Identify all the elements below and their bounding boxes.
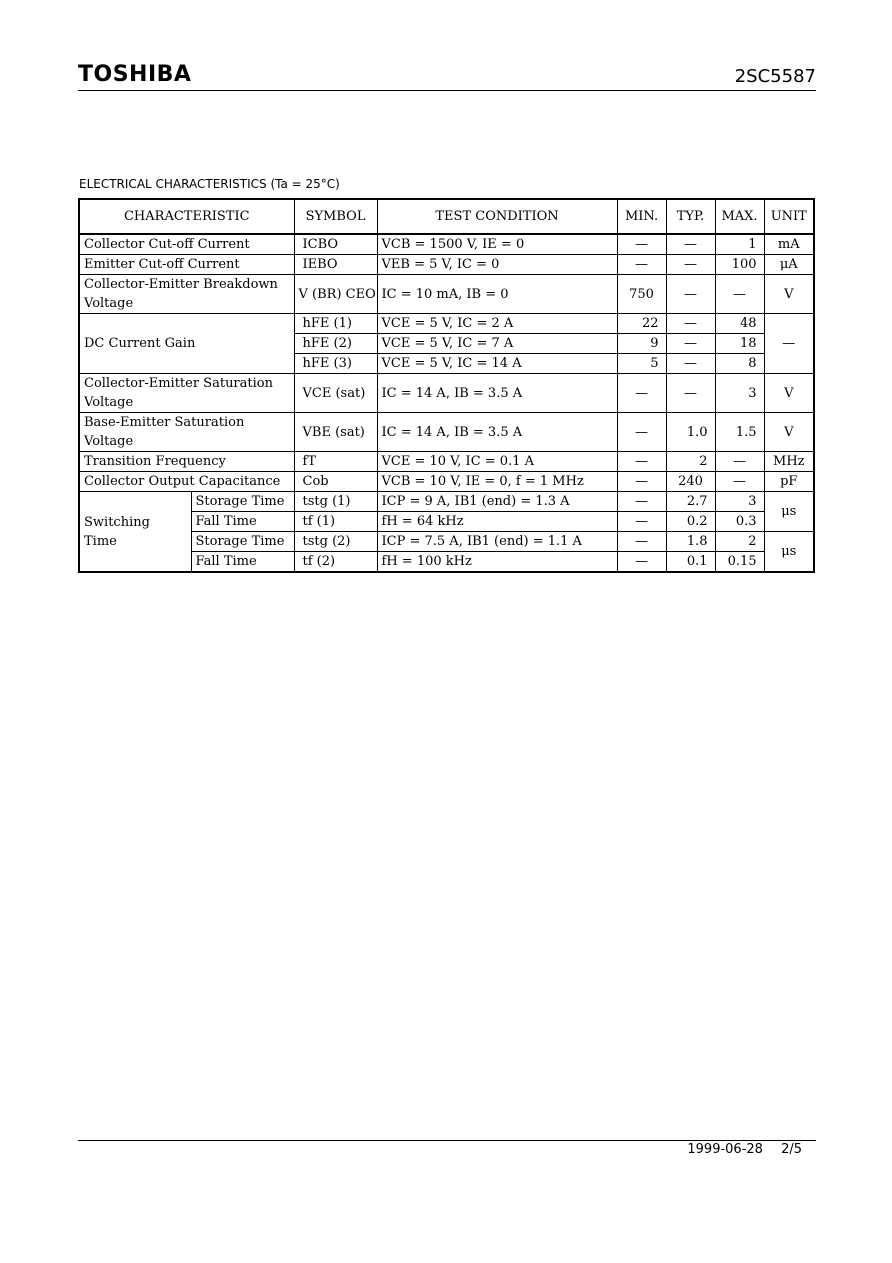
- col-header-min: MIN.: [617, 199, 666, 234]
- footer-page-number: 2/5: [781, 1142, 802, 1157]
- max-cell: 48: [715, 314, 764, 334]
- symbol-cell: ICBO: [294, 234, 377, 255]
- condition-cell: fH = 64 kHz: [377, 512, 617, 532]
- characteristic-cell: Emitter Cut-off Current: [79, 255, 294, 275]
- unit-cell: V: [764, 275, 814, 314]
- min-cell: —: [617, 552, 666, 573]
- unit-cell: mA: [764, 234, 814, 255]
- characteristic-cell: DC Current Gain: [79, 314, 294, 374]
- col-header-max: MAX.: [715, 199, 764, 234]
- brand-logo: TOSHIBA: [78, 62, 192, 87]
- typ-cell: 0.2: [666, 512, 715, 532]
- min-cell: 5: [617, 354, 666, 374]
- unit-cell: μs: [764, 492, 814, 532]
- max-cell: 0.15: [715, 552, 764, 573]
- col-header-typ: TYP.: [666, 199, 715, 234]
- typ-cell: 0.1: [666, 552, 715, 573]
- table-row: [79, 413, 814, 452]
- typ-cell: 1.0: [666, 413, 715, 452]
- condition-cell: VCE = 5 V, IC = 2 A: [377, 314, 617, 334]
- min-cell: —: [617, 532, 666, 552]
- symbol-cell: tf (2): [294, 552, 377, 573]
- col-header-test-condition: TEST CONDITION: [377, 199, 617, 234]
- col-header-unit: UNIT: [764, 199, 814, 234]
- symbol-cell: tstg (2): [294, 532, 377, 552]
- min-cell: 9: [617, 334, 666, 354]
- condition-cell: IC = 10 mA, IB = 0: [377, 275, 617, 314]
- max-cell: —: [715, 275, 764, 314]
- min-cell: 22: [617, 314, 666, 334]
- max-cell: 2: [715, 532, 764, 552]
- footer-date: 1999-06-28: [687, 1142, 763, 1157]
- typ-cell: —: [666, 354, 715, 374]
- unit-cell: V: [764, 413, 814, 452]
- min-cell: —: [617, 374, 666, 413]
- min-cell: —: [617, 512, 666, 532]
- condition-cell: VCB = 10 V, IE = 0, f = 1 MHz: [377, 472, 617, 492]
- characteristic-cell: Transition Frequency: [79, 452, 294, 472]
- condition-cell: VCE = 10 V, IC = 0.1 A: [377, 452, 617, 472]
- typ-cell: —: [666, 275, 715, 314]
- condition-cell: ICP = 9 A, IB1 (end) = 1.3 A: [377, 492, 617, 512]
- min-cell: —: [617, 255, 666, 275]
- footer: [673, 1142, 802, 1157]
- switching-group-label: Switching Time: [79, 492, 191, 573]
- characteristic-cell: Collector Output Capacitance: [79, 472, 294, 492]
- table-row: [79, 314, 814, 334]
- characteristic-cell: Collector-Emitter Saturation Voltage: [79, 374, 294, 413]
- symbol-cell: VCE (sat): [294, 374, 377, 413]
- unit-cell: μA: [764, 255, 814, 275]
- typ-cell: —: [666, 334, 715, 354]
- max-cell: 0.3: [715, 512, 764, 532]
- table-row: [79, 255, 814, 275]
- col-header-characteristic: CHARACTERISTIC: [79, 199, 294, 234]
- typ-cell: —: [666, 314, 715, 334]
- symbol-cell: hFE (1): [294, 314, 377, 334]
- max-cell: 100: [715, 255, 764, 275]
- typ-cell: —: [666, 234, 715, 255]
- max-cell: 3: [715, 492, 764, 512]
- unit-cell: μs: [764, 532, 814, 573]
- section-title: ELECTRICAL CHARACTERISTICS (Ta = 25°C): [79, 177, 340, 191]
- characteristic-cell: Base-Emitter Saturation Voltage: [79, 413, 294, 452]
- symbol-cell: hFE (2): [294, 334, 377, 354]
- unit-cell: pF: [764, 472, 814, 492]
- max-cell: 18: [715, 334, 764, 354]
- symbol-cell: IEBO: [294, 255, 377, 275]
- max-cell: —: [715, 452, 764, 472]
- col-header-symbol: SYMBOL: [294, 199, 377, 234]
- unit-cell: V: [764, 374, 814, 413]
- table-row: [79, 452, 814, 472]
- header-rule: [78, 90, 816, 91]
- table-row: [79, 492, 814, 512]
- electrical-characteristics-table: [78, 198, 815, 573]
- min-cell: 750: [617, 275, 666, 314]
- max-cell: 3: [715, 374, 764, 413]
- table-row: [79, 374, 814, 413]
- typ-cell: —: [666, 374, 715, 413]
- symbol-cell: VBE (sat): [294, 413, 377, 452]
- unit-cell: —: [764, 314, 814, 374]
- symbol-cell: tstg (1): [294, 492, 377, 512]
- condition-cell: IC = 14 A, IB = 3.5 A: [377, 413, 617, 452]
- switching-sub-label: Storage Time: [191, 532, 294, 552]
- max-cell: 1: [715, 234, 764, 255]
- symbol-cell: tf (1): [294, 512, 377, 532]
- condition-cell: fH = 100 kHz: [377, 552, 617, 573]
- characteristic-cell: Collector-Emitter Breakdown Voltage: [79, 275, 294, 314]
- typ-cell: —: [666, 255, 715, 275]
- min-cell: —: [617, 413, 666, 452]
- max-cell: —: [715, 472, 764, 492]
- unit-cell: MHz: [764, 452, 814, 472]
- footer-rule: [78, 1140, 816, 1141]
- typ-cell: 2: [666, 452, 715, 472]
- condition-cell: VCE = 5 V, IC = 7 A: [377, 334, 617, 354]
- table-row: [79, 275, 814, 314]
- symbol-cell: hFE (3): [294, 354, 377, 374]
- max-cell: 8: [715, 354, 764, 374]
- condition-cell: VCE = 5 V, IC = 14 A: [377, 354, 617, 374]
- max-cell: 1.5: [715, 413, 764, 452]
- min-cell: —: [617, 472, 666, 492]
- characteristic-cell: Collector Cut-off Current: [79, 234, 294, 255]
- typ-cell: 240: [666, 472, 715, 492]
- table-header-row: [79, 199, 814, 234]
- switching-sub-label: Fall Time: [191, 512, 294, 532]
- part-number: 2SC5587: [734, 66, 816, 87]
- table-row: [79, 472, 814, 492]
- typ-cell: 2.7: [666, 492, 715, 512]
- condition-cell: ICP = 7.5 A, IB1 (end) = 1.1 A: [377, 532, 617, 552]
- switching-sub-label: Fall Time: [191, 552, 294, 573]
- switching-sub-label: Storage Time: [191, 492, 294, 512]
- min-cell: —: [617, 452, 666, 472]
- typ-cell: 1.8: [666, 532, 715, 552]
- min-cell: —: [617, 234, 666, 255]
- symbol-cell: V (BR) CEO: [294, 275, 377, 314]
- symbol-cell: Cob: [294, 472, 377, 492]
- symbol-cell: fT: [294, 452, 377, 472]
- min-cell: —: [617, 492, 666, 512]
- condition-cell: VEB = 5 V, IC = 0: [377, 255, 617, 275]
- condition-cell: IC = 14 A, IB = 3.5 A: [377, 374, 617, 413]
- table-row: [79, 234, 814, 255]
- condition-cell: VCB = 1500 V, IE = 0: [377, 234, 617, 255]
